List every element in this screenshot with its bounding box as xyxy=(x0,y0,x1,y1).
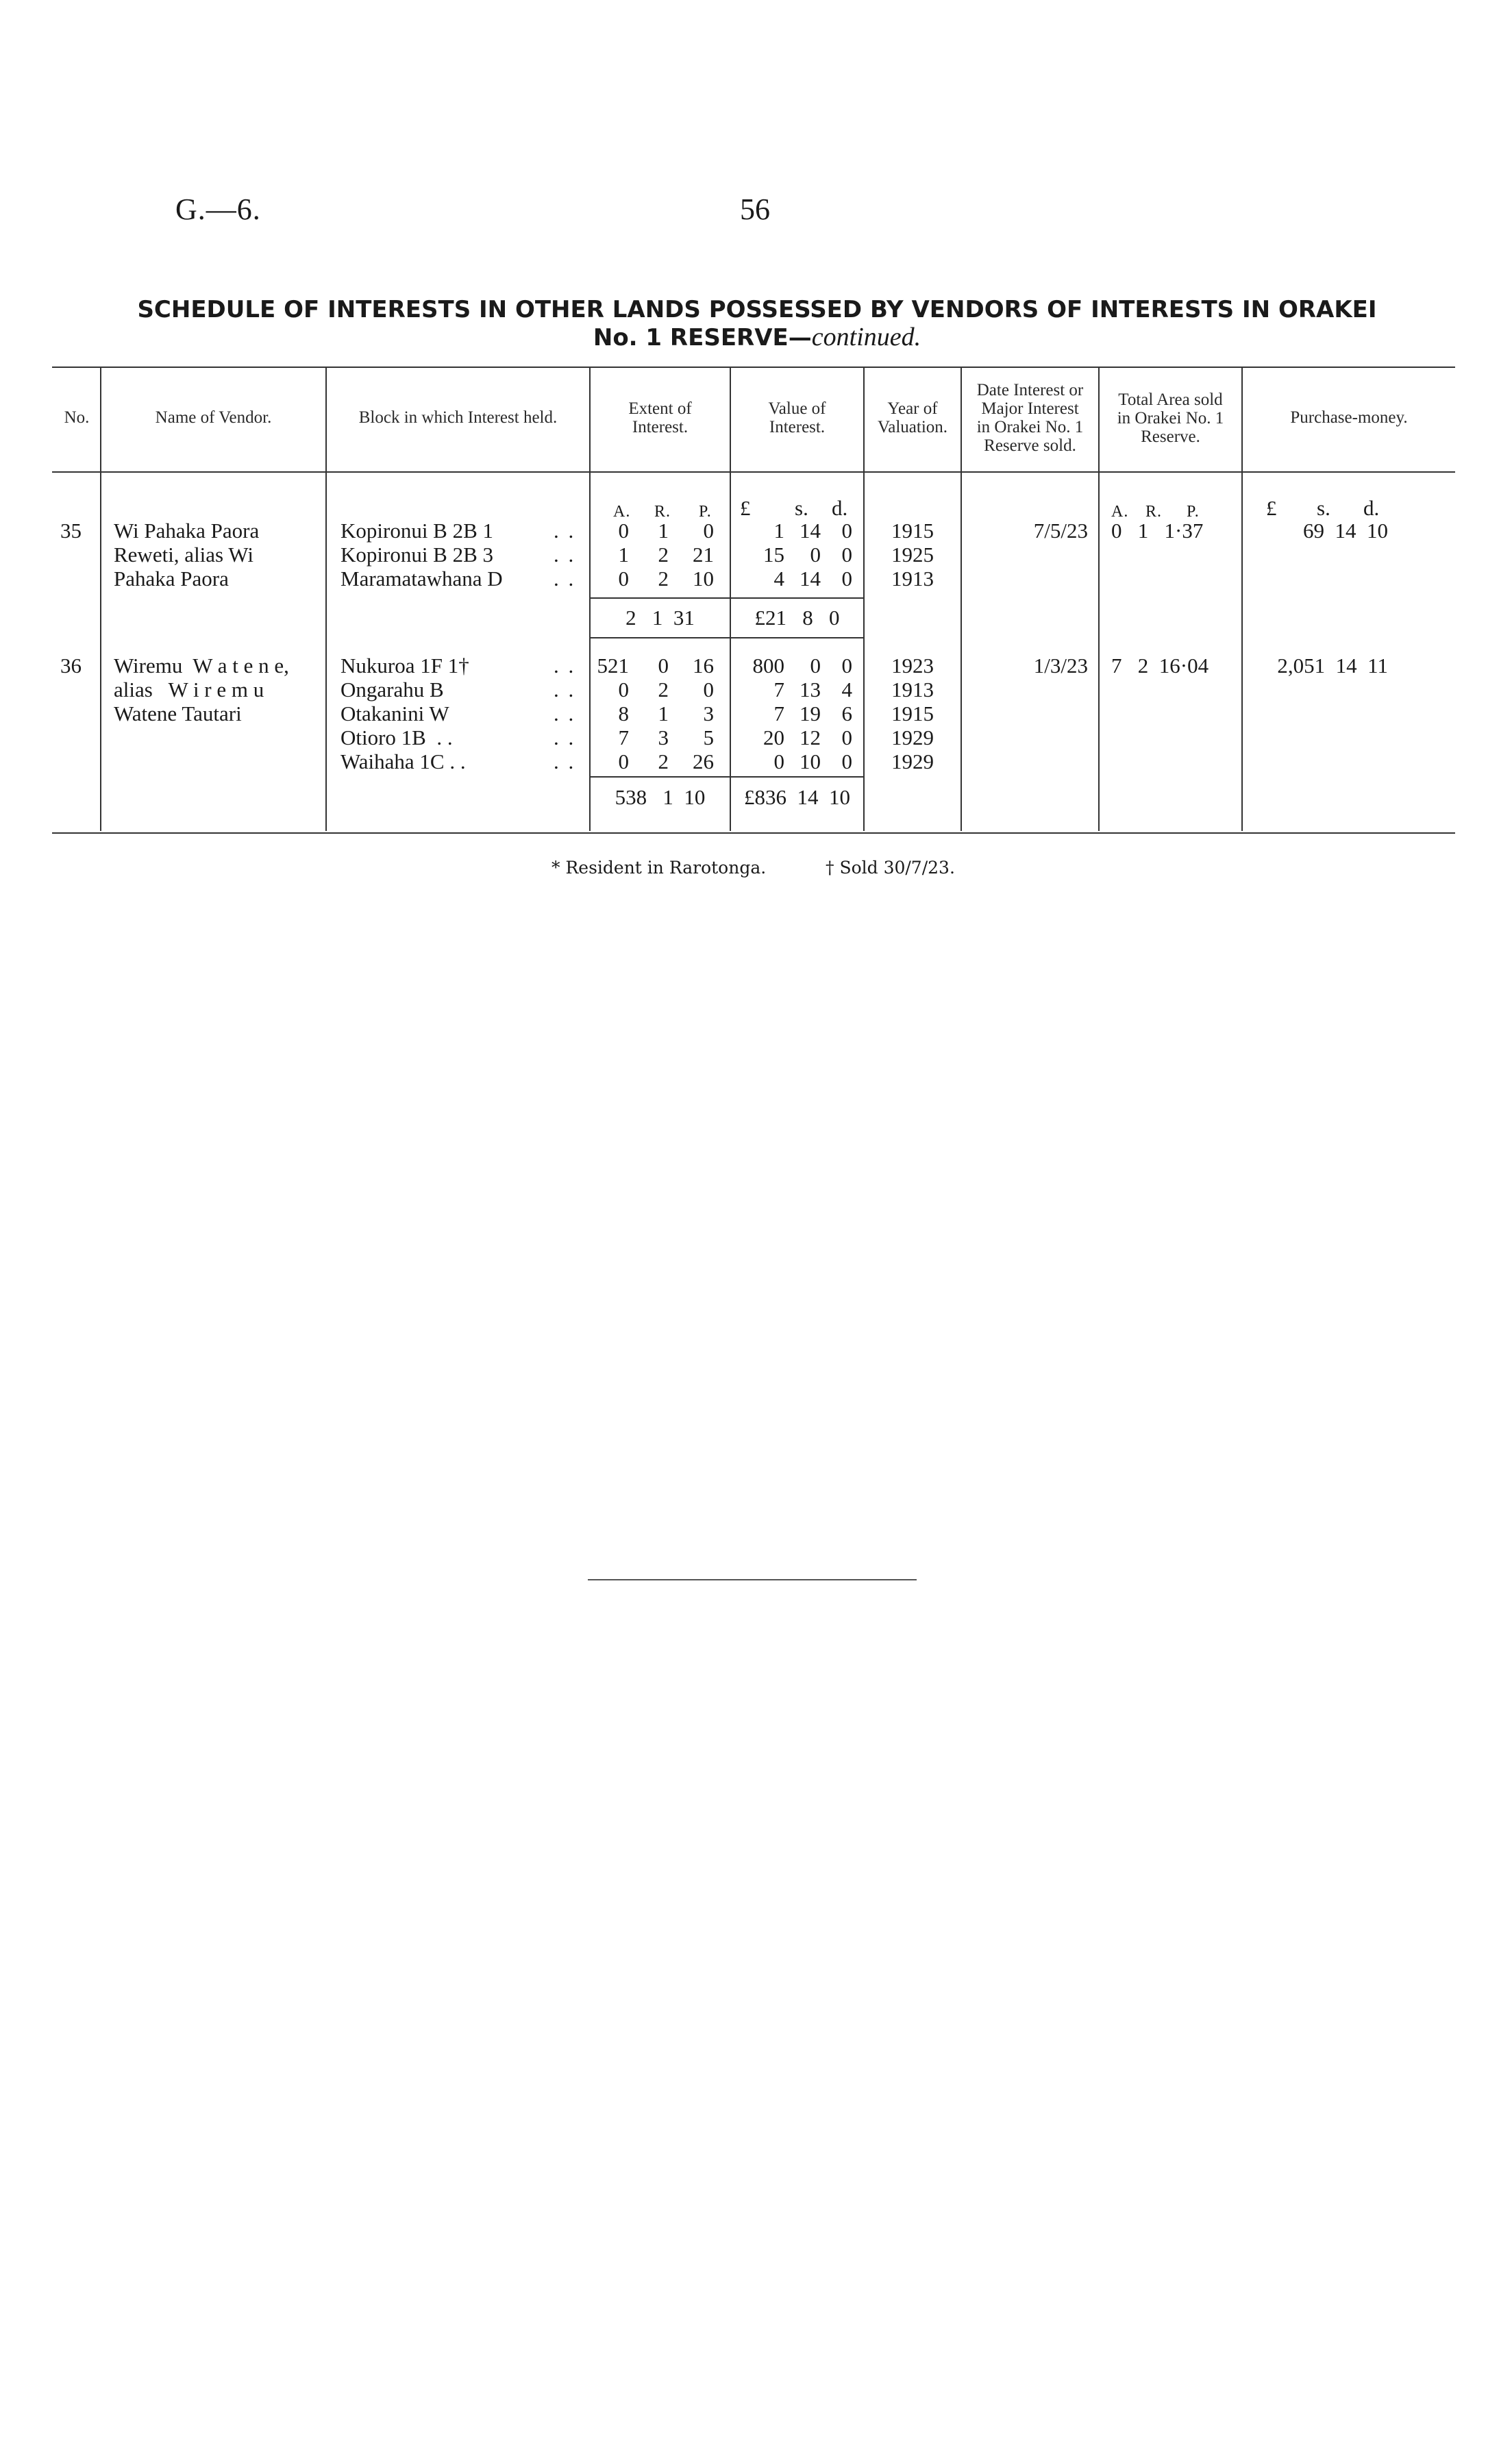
valuation-year: 1929 xyxy=(891,725,934,749)
block-name: Kopironui B 2B 1 xyxy=(340,519,494,543)
value-shillings: 19 xyxy=(800,702,821,725)
value-pence: 0 xyxy=(841,725,852,749)
extent-roods: 1 xyxy=(658,702,669,725)
table-bottom-rule xyxy=(52,832,1455,834)
header-bottom-rule xyxy=(52,471,1455,473)
footnote-resident: * Resident in Rarotonga. xyxy=(551,858,767,878)
block-name: Ongarahu B xyxy=(340,678,444,702)
col-header-date-sold xyxy=(962,381,1098,455)
col-header-area-line3: Reserve. xyxy=(1141,427,1200,446)
value-shillings: 14 xyxy=(800,567,821,591)
leader-dots: . . xyxy=(554,654,576,678)
block-name: Waihaha 1C . . xyxy=(340,749,466,773)
extent-roods: 0 xyxy=(658,654,669,678)
col-header-extent-line2: Interest. xyxy=(632,418,689,436)
col-header-date-line2: Major Interest xyxy=(981,399,1079,418)
valuation-year: 1915 xyxy=(891,519,934,543)
value-pounds: 0 xyxy=(773,749,784,773)
area-unit-acres: A. xyxy=(1111,503,1129,521)
extent-total: 2 1 31 xyxy=(625,606,695,630)
row-number: 36 xyxy=(60,654,82,678)
purchase-money: 2,051 14 11 xyxy=(1277,654,1388,678)
leader-dots: . . xyxy=(554,519,576,543)
extent-perches: 0 xyxy=(703,519,714,543)
vendor-name-line: Reweti, alias Wi xyxy=(114,543,253,567)
extent-acres: 8 xyxy=(618,702,629,725)
value-pence: 0 xyxy=(841,543,852,567)
extent-roods: 2 xyxy=(658,543,669,567)
vendor-name-line: alias W i r e m u xyxy=(114,678,264,702)
row-number: 35 xyxy=(60,519,82,543)
area-sold: 0 1 1·37 xyxy=(1111,519,1204,543)
col-header-area-line2: in Orakei No. 1 xyxy=(1117,409,1224,427)
value-pence: 0 xyxy=(841,519,852,543)
title-continued-italic: continued. xyxy=(811,323,921,351)
leader-dots: . . xyxy=(554,702,576,725)
valuation-year: 1913 xyxy=(891,567,934,591)
col-header-area-line1: Total Area sold xyxy=(1118,390,1223,409)
value-shillings: 0 xyxy=(810,654,821,678)
vendor-name-line: Wi Pahaka Paora xyxy=(114,519,260,543)
col-sep-4 xyxy=(730,368,731,831)
purchase-unit-shillings: s. xyxy=(1317,496,1330,520)
schedule-title: SCHEDULE OF INTERESTS IN OTHER LANDS POSSESSED BY VENDORS OF INTERESTS IN ORAKEI xyxy=(137,296,1377,323)
extent-acres: 0 xyxy=(618,519,629,543)
leader-dots: . . xyxy=(554,725,576,749)
valuation-year: 1925 xyxy=(891,543,934,567)
value-pounds: 7 xyxy=(773,678,784,702)
extent-total: 538 1 10 xyxy=(615,785,706,809)
extent-perches: 10 xyxy=(693,567,714,591)
value-pounds: 7 xyxy=(773,702,784,725)
col-header-year-line2: Valuation. xyxy=(877,418,948,436)
col-sep-8 xyxy=(1241,368,1243,831)
vendor-name-line: Pahaka Paora xyxy=(114,567,229,591)
extent-roods: 1 xyxy=(658,519,669,543)
table-top-rule xyxy=(52,367,1455,368)
value-shillings: 12 xyxy=(800,725,821,749)
col-sep-3 xyxy=(589,368,591,831)
block-name: Nukuroa 1F 1† xyxy=(340,654,469,678)
valuation-year: 1913 xyxy=(891,678,934,702)
value-shillings: 13 xyxy=(800,678,821,702)
extent-perches: 21 xyxy=(693,543,714,567)
col-header-block: Block in which Interest held. xyxy=(358,408,558,427)
col-header-date-line4: Reserve sold. xyxy=(984,436,1076,455)
extent-roods: 2 xyxy=(658,678,669,702)
block-name: Otakanini W xyxy=(340,702,449,725)
extent-perches: 5 xyxy=(703,725,714,749)
block-name: Kopironui B 2B 3 xyxy=(340,543,494,567)
page-reference: G.—6. xyxy=(175,193,261,226)
extent-acres: 0 xyxy=(618,567,629,591)
extent-perches: 0 xyxy=(703,678,714,702)
leader-dots: . . xyxy=(554,543,576,567)
value-total: £836 14 10 xyxy=(744,785,850,809)
col-header-extent xyxy=(591,399,730,436)
value-pence: 0 xyxy=(841,567,852,591)
extent-acres: 521 xyxy=(597,654,629,678)
extent-perches: 26 xyxy=(693,749,714,773)
row36-total-rule xyxy=(589,776,863,778)
col-header-year xyxy=(865,399,961,436)
extent-roods: 2 xyxy=(658,567,669,591)
footnote-sold: † Sold 30/7/23. xyxy=(826,858,955,878)
col-header-extent-line1: Extent of xyxy=(628,399,692,418)
block-name: Otioro 1B . . xyxy=(340,725,453,749)
col-header-value xyxy=(731,399,863,436)
value-pounds: 1 xyxy=(773,519,784,543)
purchase-money: 69 14 10 xyxy=(1303,519,1388,543)
extent-acres: 7 xyxy=(618,725,629,749)
value-pounds: 4 xyxy=(773,567,784,591)
value-shillings: 10 xyxy=(800,749,821,773)
value-shillings: 0 xyxy=(810,543,821,567)
extent-acres: 0 xyxy=(618,749,629,773)
extent-roods: 2 xyxy=(658,749,669,773)
date-sold: 1/3/23 xyxy=(1033,654,1088,678)
value-pounds: 15 xyxy=(763,543,784,567)
extent-perches: 3 xyxy=(703,702,714,725)
value-total: £21 8 0 xyxy=(754,606,840,630)
area-unit-perches: P. xyxy=(1187,503,1200,521)
date-sold: 7/5/23 xyxy=(1033,519,1088,543)
value-pence: 0 xyxy=(841,654,852,678)
valuation-year: 1915 xyxy=(891,702,934,725)
extent-roods: 3 xyxy=(658,725,669,749)
value-unit-pence: d. xyxy=(832,496,848,520)
value-pence: 6 xyxy=(841,702,852,725)
purchase-unit-pence: d. xyxy=(1363,496,1380,520)
row35-total-rule xyxy=(589,597,863,599)
col-sep-1 xyxy=(100,368,101,831)
col-header-value-line1: Value of xyxy=(768,399,826,418)
extent-unit-roods: R. xyxy=(654,503,671,521)
value-pounds: 20 xyxy=(763,725,784,749)
col-header-area-sold xyxy=(1100,390,1241,446)
extent-acres: 0 xyxy=(618,678,629,702)
value-pounds: 800 xyxy=(752,654,784,678)
col-header-year-line1: Year of xyxy=(887,399,938,418)
block-name: Maramatawhana D xyxy=(340,567,503,591)
row35-total-bottom-rule xyxy=(589,637,863,638)
value-unit-shillings: s. xyxy=(795,496,808,520)
title-line2-main: No. 1 RESERVE— xyxy=(593,324,812,351)
value-pence: 4 xyxy=(841,678,852,702)
vendor-name-line: Wiremu W a t e n e, xyxy=(114,654,289,678)
extent-acres: 1 xyxy=(618,543,629,567)
value-unit-pounds: £ xyxy=(740,496,751,520)
vendor-name-line: Watene Tautari xyxy=(114,702,242,725)
closing-rule xyxy=(588,1579,917,1580)
col-header-date-line3: in Orakei No. 1 xyxy=(976,418,1084,436)
col-header-date-line1: Date Interest or xyxy=(976,381,1084,399)
schedule-title-continued xyxy=(69,323,1446,351)
leader-dots: . . xyxy=(554,567,576,591)
valuation-year: 1923 xyxy=(891,654,934,678)
col-sep-2 xyxy=(325,368,327,831)
extent-unit-acres: A. xyxy=(613,503,631,521)
col-header-vendor: Name of Vendor. xyxy=(155,408,272,427)
value-pence: 0 xyxy=(841,749,852,773)
value-shillings: 14 xyxy=(800,519,821,543)
col-header-no: No. xyxy=(64,408,90,427)
purchase-unit-pounds: £ xyxy=(1266,496,1277,520)
col-header-value-line2: Interest. xyxy=(769,418,826,436)
area-unit-roods: R. xyxy=(1145,503,1163,521)
page-number: 56 xyxy=(740,193,770,226)
leader-dots: . . xyxy=(554,678,576,702)
leader-dots: . . xyxy=(554,749,576,773)
area-sold: 7 2 16·04 xyxy=(1111,654,1209,678)
col-header-purchase: Purchase-money. xyxy=(1290,408,1408,427)
valuation-year: 1929 xyxy=(891,749,934,773)
extent-unit-perches: P. xyxy=(699,503,712,521)
extent-perches: 16 xyxy=(693,654,714,678)
